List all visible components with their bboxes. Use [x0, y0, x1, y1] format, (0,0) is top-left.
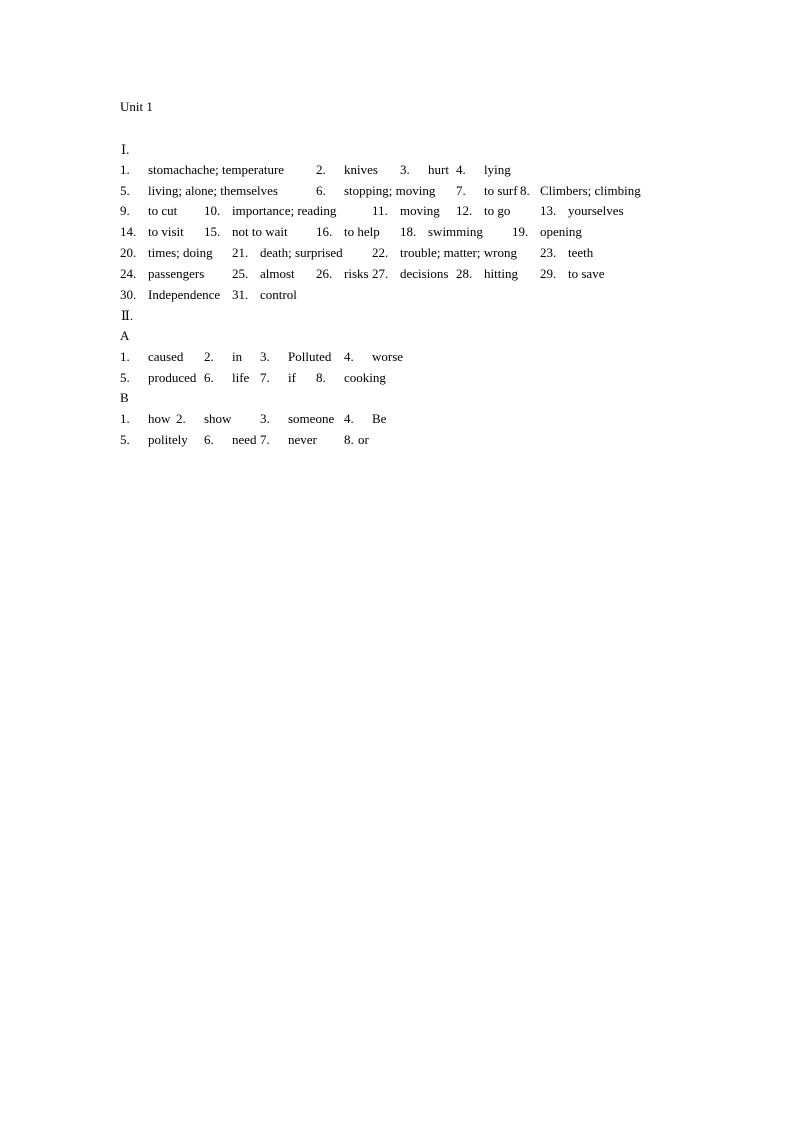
answer-number: 1.: [120, 349, 130, 364]
answer-number: 2.: [316, 162, 326, 177]
answer-text: someone: [288, 411, 335, 426]
answer-number: 21.: [232, 245, 249, 260]
answer-number: 24.: [120, 266, 137, 281]
answer-number: 26.: [316, 266, 333, 281]
answer-text: life: [232, 370, 250, 385]
answer-text: passengers: [148, 266, 205, 281]
answer-number: 3.: [400, 162, 410, 177]
answer-number: 6.: [316, 183, 326, 198]
answer-text: caused: [148, 349, 184, 364]
answer-text: to help: [344, 224, 380, 239]
answer-number: 14.: [120, 224, 137, 239]
answer-text: Independence: [148, 287, 221, 302]
answer-text: risks: [344, 266, 369, 281]
answer-text: hurt: [428, 162, 449, 177]
answer-number: 31.: [232, 287, 249, 302]
answer-text: Climbers; climbing: [540, 183, 641, 198]
answer-number: 16.: [316, 224, 333, 239]
answer-text: moving: [400, 203, 440, 218]
answer-number: 7.: [260, 432, 270, 447]
answer-number: 22.: [372, 245, 389, 260]
answer-text: produced: [148, 370, 197, 385]
answer-text: decisions: [400, 266, 449, 281]
answer-text: politely: [148, 432, 188, 447]
answer-text: to go: [484, 203, 511, 218]
answer-number: 1.: [120, 411, 130, 426]
answer-number: 8.: [344, 432, 354, 447]
part-a-label: A: [120, 328, 130, 343]
answer-text: need: [232, 432, 257, 447]
answer-text: living; alone; themselves: [148, 183, 278, 198]
answer-number: 3.: [260, 411, 270, 426]
answer-text: stopping; moving: [344, 183, 436, 198]
answer-number: 6.: [204, 432, 214, 447]
answer-number: 20.: [120, 245, 137, 260]
answer-text: if: [288, 370, 296, 385]
answer-text: control: [260, 287, 297, 302]
answer-number: 25.: [232, 266, 249, 281]
answer-number: 11.: [372, 203, 388, 218]
answer-text: in: [232, 349, 243, 364]
answer-text: not to wait: [232, 224, 288, 239]
answer-text: swimming: [428, 224, 483, 239]
answer-number: 8.: [316, 370, 326, 385]
answer-text: trouble; matter; wrong: [400, 245, 517, 260]
answer-number: 3.: [260, 349, 270, 364]
answer-text: knives: [344, 162, 378, 177]
answer-text: almost: [260, 266, 295, 281]
answer-number: 4.: [456, 162, 466, 177]
answer-number: 28.: [456, 266, 473, 281]
answer-text: worse: [372, 349, 404, 364]
answer-number: 10.: [204, 203, 221, 218]
answer-text: show: [204, 411, 232, 426]
answer-text: to save: [568, 266, 605, 281]
answer-text: to surf: [484, 183, 518, 198]
answer-number: 7.: [456, 183, 466, 198]
answer-number: 6.: [204, 370, 214, 385]
answer-number: 7.: [260, 370, 270, 385]
answer-text: lying: [484, 162, 511, 177]
answer-text: cooking: [344, 370, 386, 385]
section-2-heading: Ⅱ.: [121, 308, 134, 323]
answer-text: Polluted: [288, 349, 332, 364]
answer-number: 1.: [120, 162, 130, 177]
answer-text: times; doing: [148, 245, 213, 260]
answer-text: importance; reading: [232, 203, 337, 218]
answer-number: 15.: [204, 224, 221, 239]
answer-text: yourselves: [568, 203, 624, 218]
answer-number: 4.: [344, 411, 354, 426]
answer-number: 29.: [540, 266, 557, 281]
part-b-label: B: [120, 390, 129, 405]
answer-number: 18.: [400, 224, 417, 239]
answer-number: 19.: [512, 224, 529, 239]
answer-number: 8.: [520, 183, 530, 198]
answer-number: 5.: [120, 183, 130, 198]
answer-text: how: [148, 411, 171, 426]
answer-text: teeth: [568, 245, 594, 260]
answer-text: hitting: [484, 266, 518, 281]
answer-number: 5.: [120, 432, 130, 447]
answer-number: 2.: [176, 411, 186, 426]
answer-number: 23.: [540, 245, 557, 260]
answer-text: opening: [540, 224, 582, 239]
answer-number: 12.: [456, 203, 473, 218]
answer-text: never: [288, 432, 317, 447]
answer-text: to visit: [148, 224, 184, 239]
answer-number: 27.: [372, 266, 389, 281]
section-1-heading: Ⅰ.: [121, 142, 130, 157]
answer-text: to cut: [148, 203, 178, 218]
answer-text: death; surprised: [260, 245, 343, 260]
answer-number: 5.: [120, 370, 130, 385]
answer-number: 30.: [120, 287, 137, 302]
answer-number: 9.: [120, 203, 130, 218]
answer-number: 2.: [204, 349, 214, 364]
answer-text: or: [358, 432, 369, 447]
answer-number: 13.: [540, 203, 557, 218]
answer-number: 4.: [344, 349, 354, 364]
page-title: Unit 1: [120, 99, 153, 114]
answer-text: stomachache; temperature: [148, 162, 285, 177]
answer-text: Be: [372, 411, 387, 426]
